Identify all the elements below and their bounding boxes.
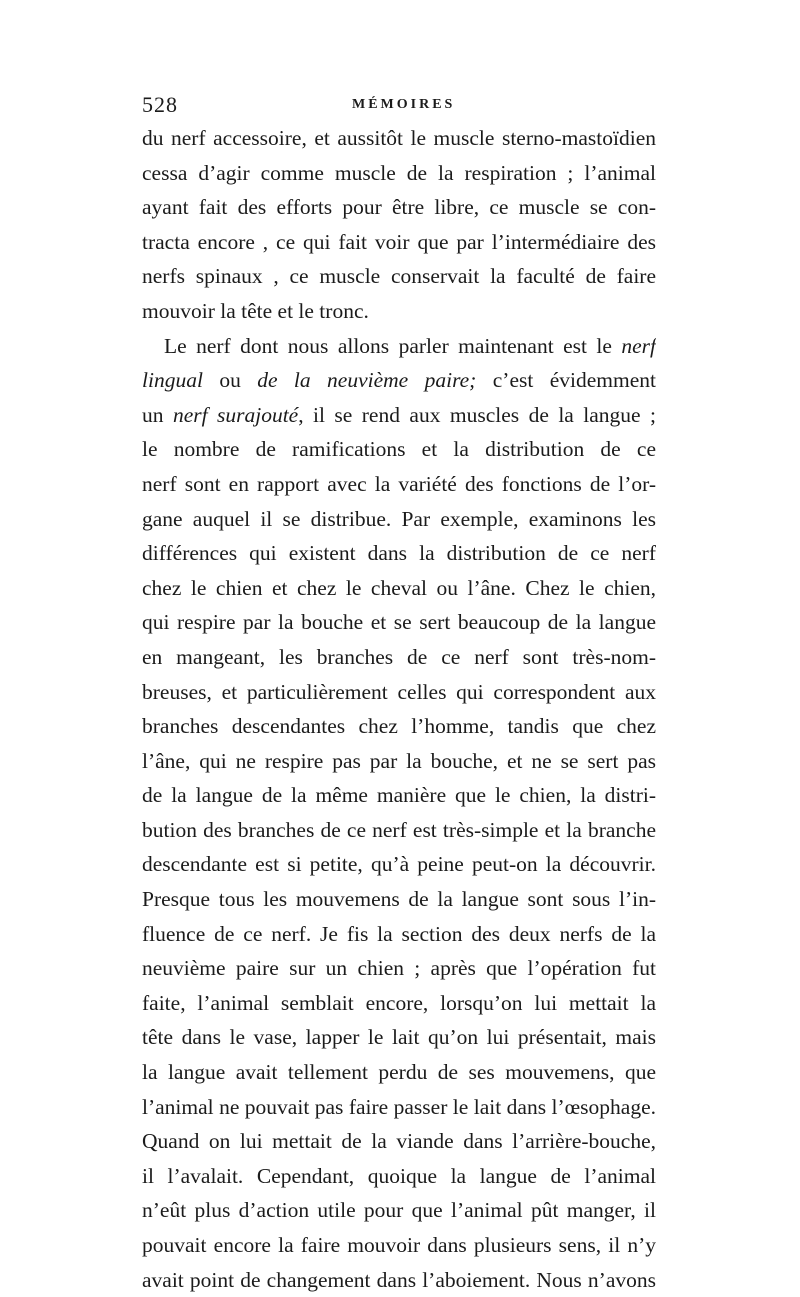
text-line (142, 1159, 656, 1194)
text-line (142, 1020, 656, 1055)
text-line (142, 986, 656, 1021)
text-line (142, 847, 656, 882)
page-header (142, 92, 662, 122)
page-number: 528 (142, 92, 178, 117)
text-segment: avait point de changement dans l’aboiement. Nous n’avons (142, 1267, 656, 1292)
text-segment: l’animal ne pouvait pas faire passer le lait dans l’œsophage. (142, 1094, 656, 1119)
text-segment: neuvième paire sur un chien ; après que l’opération fut (142, 956, 656, 981)
text-segment: mouvoir la tête et le tronc. (142, 298, 369, 323)
text-segment: la langue avait tellement perdu de ses mouvemens, que (142, 1060, 656, 1085)
text-line (142, 1228, 656, 1263)
text-segment: chez le chien et chez le cheval ou l’âne. Chez le chien, (142, 575, 656, 600)
text-segment: Le nerf dont nous allons parler maintenant est le (164, 333, 622, 358)
text-line (142, 917, 656, 952)
text-segment: nerfs spinaux , ce muscle conservait la faculté de faire (142, 264, 656, 289)
text-segment: il l’avalait. Cependant, quoique la langue de l’animal (142, 1163, 656, 1188)
text-segment: ou (202, 368, 258, 393)
running-head: MÉMOIRES (352, 97, 456, 112)
text-line (142, 467, 656, 502)
text-segment: ayant fait des efforts pour être libre, ce muscle se con- (142, 195, 656, 220)
italic-text: nerf surajouté (172, 402, 299, 427)
text-segment: un (142, 402, 173, 427)
italic-text: nerf (621, 333, 656, 358)
text-line (142, 190, 656, 225)
text-segment: , il se rend aux muscles de la langue ; (298, 402, 656, 427)
text-segment: c’est évidemment (476, 368, 656, 393)
text-line (142, 813, 656, 848)
text-line (142, 259, 656, 294)
text-line (142, 1124, 656, 1159)
text-line (142, 1263, 656, 1297)
text-line (142, 675, 656, 710)
text-line (142, 1193, 656, 1228)
text-line (142, 1055, 656, 1090)
text-line (142, 1090, 656, 1125)
text-segment: fluence de ce nerf. Je fis la section des deux nerfs de la (142, 921, 656, 946)
text-segment: faite, l’animal semblait encore, lorsqu’on lui mettait la (142, 990, 656, 1015)
text-line (142, 951, 656, 986)
text-segment: gane auquel il se distribue. Par exemple, examinons les (142, 506, 656, 531)
text-segment: Quand on lui mettait de la viande dans l’arrière-bouche, (142, 1129, 656, 1154)
text-line (142, 502, 656, 537)
text-segment: breuses, et particulièrement celles qui correspondent aux (142, 679, 656, 704)
text-segment: l’âne, qui ne respire pas par la bouche, et ne se sert pas (142, 748, 656, 773)
text-line (142, 432, 656, 467)
text-line (142, 778, 656, 813)
body-text (142, 121, 656, 1297)
text-line (142, 121, 656, 156)
text-segment: cessa d’agir comme muscle de la respiration ; l’animal (142, 160, 656, 185)
text-line (142, 536, 656, 571)
text-segment: le nombre de ramifications et la distribution de ce (142, 437, 656, 462)
text-line (142, 398, 656, 433)
text-segment: Presque tous les mouvemens de la langue sont sous l’in- (142, 887, 656, 912)
italic-text: de la neuvième paire; (257, 368, 477, 393)
italic-text: lingual (142, 368, 203, 393)
text-line (142, 363, 656, 398)
text-line (142, 709, 656, 744)
text-segment: tracta encore , ce qui fait voir que par l’intermédiaire des (142, 229, 656, 254)
text-line (142, 225, 656, 260)
text-line (142, 294, 656, 329)
text-segment: du nerf accessoire, et aussitôt le muscle sterno-mastoïdien (142, 126, 656, 150)
text-segment: bution des branches de ce nerf est très-simple et la branche (142, 817, 656, 842)
text-segment: n’eût plus d’action utile pour que l’animal pût manger, il (142, 1198, 656, 1223)
text-line (142, 605, 656, 640)
text-segment: nerf sont en rapport avec la variété des fonctions de l’or- (142, 471, 656, 496)
text-line (142, 329, 656, 364)
text-line (142, 571, 656, 606)
text-line (142, 156, 656, 191)
text-segment: branches descendantes chez l’homme, tandis que chez (142, 714, 656, 739)
text-line (142, 744, 656, 779)
text-segment: qui respire par la bouche et se sert beaucoup de la langue (142, 610, 656, 635)
text-segment: descendante est si petite, qu’à peine peut-on la découvrir. (142, 852, 656, 877)
text-segment: pouvait encore la faire mouvoir dans plusieurs sens, il n’y (142, 1233, 656, 1257)
text-segment: différences qui existent dans la distribution de ce nerf (142, 541, 656, 566)
text-line (142, 640, 656, 675)
text-segment: en mangeant, les branches de ce nerf sont très-nom- (142, 644, 656, 669)
text-segment: tête dans le vase, lapper le lait qu’on lui présentait, mais (142, 1025, 656, 1050)
text-line (142, 882, 656, 917)
text-segment: de la langue de la même manière que le chien, la distri- (142, 783, 656, 808)
